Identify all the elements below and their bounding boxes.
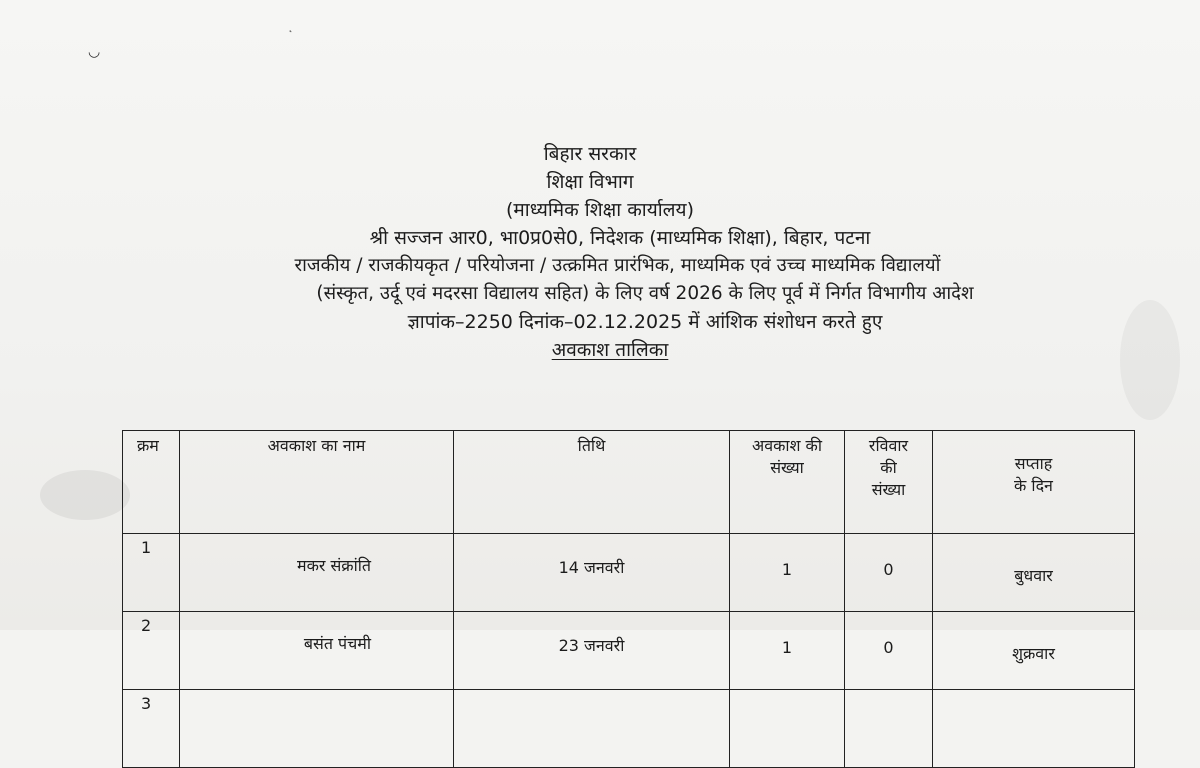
table-header-row	[123, 431, 1135, 534]
row-holiday-count	[730, 690, 845, 768]
department-name: शिक्षा विभाग	[546, 171, 634, 193]
row-weekday: शुक्रवार	[933, 612, 1135, 690]
row-sunday-count	[845, 690, 933, 768]
table-row	[123, 612, 1135, 690]
officer-name: श्री सज्जन आर0, भा0प्र0से0, निदेशक (माध्यमिक शिक्षा), बिहार, पटना	[369, 227, 871, 249]
table-row	[123, 534, 1135, 612]
row-serial: 3	[123, 690, 180, 768]
row-holiday-name	[180, 690, 454, 768]
header-sunday-count: रविवार की संख्या	[845, 431, 933, 534]
header-date: तिथि	[454, 431, 730, 534]
table-title: अवकाश तालिका	[551, 339, 669, 361]
row-weekday: बुधवार	[933, 534, 1135, 612]
header-weekday: सप्ताह के दिन	[933, 431, 1135, 534]
row-weekday	[933, 690, 1135, 768]
subject-line-2: (संस्कृत, उर्दू एवं मदरसा विद्यालय सहित) के लिए वर्ष 2026 के लिए पूर्व में निर्गत विभागीय आदेश	[316, 283, 974, 304]
scan-speck: ◡	[88, 44, 101, 60]
row-date: 14 जनवरी	[454, 534, 730, 612]
row-date: 23 जनवरी	[454, 612, 730, 690]
holiday-table	[122, 430, 1135, 768]
row-holiday-name: बसंत पंचमी	[180, 612, 454, 690]
row-date	[454, 690, 730, 768]
row-holiday-count: 1	[730, 534, 845, 612]
subject-line-1: राजकीय / राजकीयकृत / परियोजना / उत्क्रमित प्रारंभिक, माध्यमिक एवं उच्च माध्यमिक विद्यालयों	[294, 255, 941, 276]
document-header	[0, 140, 1200, 364]
table-row	[123, 690, 1135, 768]
row-serial: 1	[123, 534, 180, 612]
row-holiday-name: मकर संक्रांति	[180, 534, 454, 612]
row-sunday-count: 0	[845, 534, 933, 612]
scan-smudge	[40, 470, 130, 520]
header-holiday-count: अवकाश की संख्या	[730, 431, 845, 534]
header-serial: क्रम	[123, 431, 180, 534]
office-name: (माध्यमिक शिक्षा कार्यालय)	[506, 199, 694, 221]
row-holiday-count: 1	[730, 612, 845, 690]
government-name: बिहार सरकार	[543, 143, 637, 165]
scan-speck: ˛	[288, 22, 293, 33]
row-sunday-count: 0	[845, 612, 933, 690]
header-holiday-name: अवकाश का नाम	[180, 431, 454, 534]
row-serial: 2	[123, 612, 180, 690]
subject-line-3: ज्ञापांक–2250 दिनांक–02.12.2025 में आंशिक संशोधन करते हुए	[407, 311, 883, 333]
